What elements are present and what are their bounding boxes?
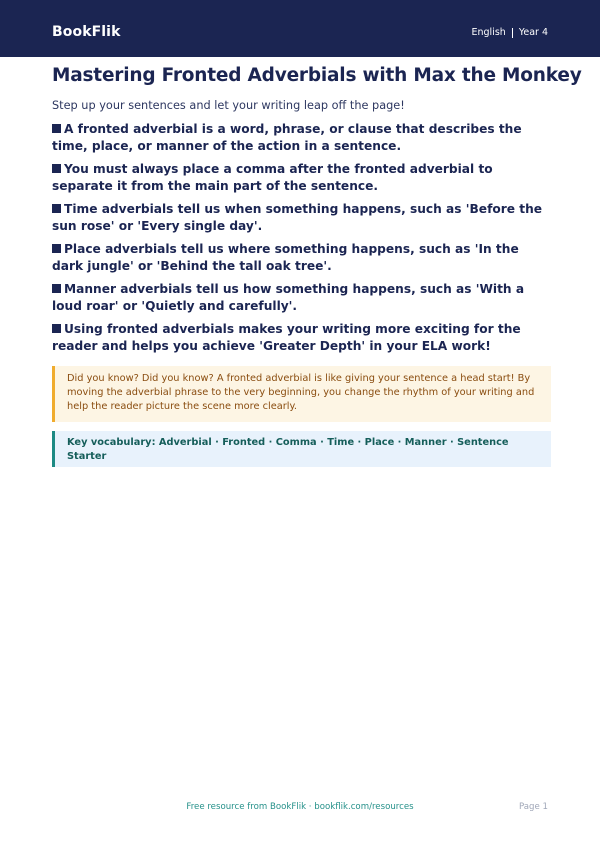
list-item (52, 281, 552, 315)
square-bullet-icon (52, 204, 61, 213)
meta-divider (512, 28, 513, 38)
list-item-text: Manner adverbials tell us how something happens, such as 'With a loud roar' or 'Quietly and carefully'. (52, 282, 525, 313)
list-item (52, 161, 552, 195)
brand-logo[interactable]: BookFlik (52, 24, 121, 40)
vocabulary-text: Key vocabulary: Adverbial · Fronted · Comma · Time · Place · Manner · Sentence Starter (67, 437, 509, 462)
list-item (52, 201, 552, 235)
page-subtitle: Step up your sentences and let your writing leap off the page! (52, 99, 405, 112)
key-points-list (52, 121, 552, 361)
page-number: Page 1 (518, 802, 548, 812)
header-meta (472, 27, 549, 39)
header-bar (0, 0, 600, 57)
list-item-text: A fronted adverbial is a word, phrase, or clause that describes the time, place, or manner of the action in a sentence. (52, 122, 522, 153)
square-bullet-icon (52, 324, 61, 333)
page-title: Mastering Fronted Adverbials with Max the Monkey (52, 65, 582, 86)
callout-text: Did you know? Did you know? A fronted adverbial is like giving your sentence a head start! By moving the adverbial phrase to the very beginning, you change the rhythm of your writing and help the reader picture the scene more clearly. (67, 373, 535, 412)
list-item-text: You must always place a comma after the fronted adverbial to separate it from the main part of the sentence. (52, 162, 493, 193)
footer-resource-link[interactable]: Free resource from BookFlik · bookflik.com/resources (186, 802, 414, 812)
key-vocabulary-box (52, 431, 551, 467)
list-item-text: Time adverbials tell us when something happens, such as 'Before the sun rose' or 'Every single day'. (52, 202, 543, 233)
subject-label: English (471, 27, 506, 38)
square-bullet-icon (52, 124, 61, 133)
square-bullet-icon (52, 284, 61, 293)
did-you-know-callout (52, 366, 551, 422)
square-bullet-icon (52, 164, 61, 173)
list-item-text: Using fronted adverbials makes your writing more exciting for the reader and helps you achieve 'Greater Depth' in your ELA work! (52, 322, 521, 353)
year-label: Year 4 (518, 27, 548, 38)
list-item (52, 321, 552, 355)
square-bullet-icon (52, 244, 61, 253)
list-item (52, 121, 552, 155)
list-item (52, 241, 552, 275)
list-item-text: Place adverbials tell us where something happens, such as 'In the dark jungle' or 'Behind the tall oak tree'. (52, 242, 519, 273)
